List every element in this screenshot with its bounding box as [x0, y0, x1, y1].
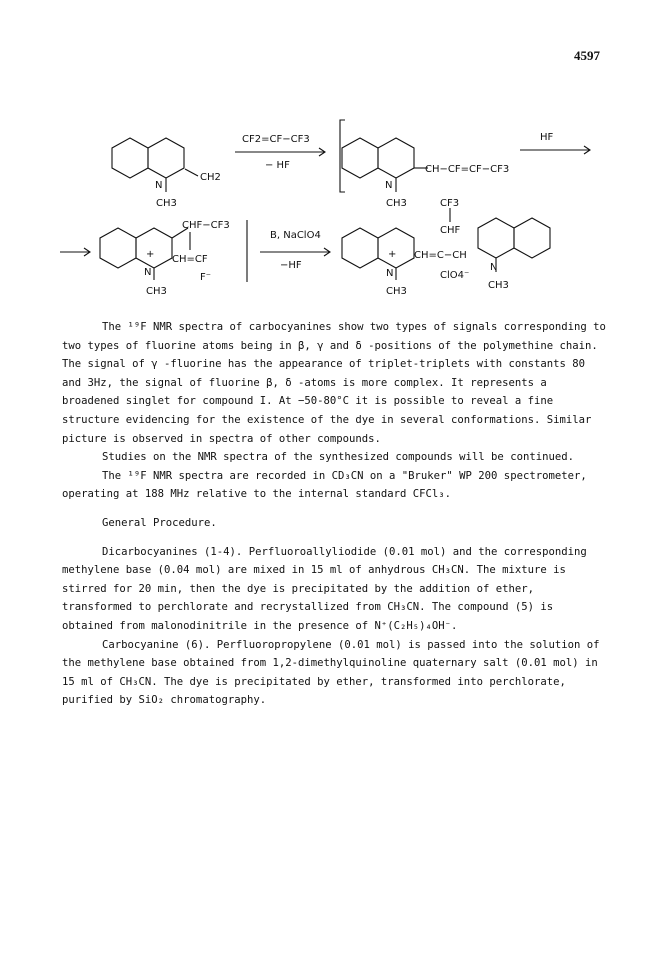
body-text — [62, 318, 610, 710]
paragraph-nmr-signals: The ¹⁹F NMR spectra of carbocyanines show two types of signals corresponding to two types of fluorine atoms being in β, γ and δ -positions of the polymethine chain. The signal of γ -fluorine has the appearance of triplet-triplets with constants 80 and 3Hz, the signal of fluorine β, δ -atoms is more complex. It represents a broadened singlet for compound I. At −50-80°C it is possible to reveal a fine structure evidencing for the existence of the dye in several conformations. Similar picture is observed in spectra of other compounds. — [62, 321, 606, 445]
label-ch3-4: CH3 — [386, 286, 407, 297]
label-n-1: N — [155, 180, 163, 191]
label-plus-2: + — [388, 249, 397, 260]
label-n-5: N — [490, 262, 498, 273]
scheme-labels — [144, 132, 554, 297]
label-ch3-2: CH3 — [386, 198, 407, 209]
label-chf: CHF — [440, 225, 461, 236]
label-ch2: CH2 — [200, 172, 221, 183]
label-ch3-3: CH3 — [146, 286, 167, 297]
intermediate-chain: CH−CF=CF−CF3 — [425, 164, 510, 175]
label-plus-1: + — [146, 249, 155, 260]
paragraph-spectrometer: The ¹⁹F NMR spectra are recorded in CD₃CN on a "Bruker" WP 200 spectrometer, operating at 188 MHz relative to the internal standard CFCl₃. — [62, 469, 587, 501]
label-n-3: N — [144, 267, 152, 278]
reagent1-bottom: − HF — [265, 160, 290, 171]
label-n-2: N — [385, 180, 393, 191]
label-cf3: CF3 — [440, 198, 460, 209]
label-ch3-1: CH3 — [156, 198, 177, 209]
reaction-scheme-svg — [60, 110, 620, 300]
label-n-4: N — [386, 268, 394, 279]
reagent2-top: HF — [540, 132, 554, 143]
label-f-minus: F⁻ — [200, 272, 212, 283]
paragraph-carbocyanine: Carbocyanine (6). Perfluoropropylene (0.01 mol) is passed into the solution of the methylene base obtained from 1,2-dimethylquinoline quaternary salt (0.01 mol) in 15 ml of CH₃CN. The dye is precipitated by ether, transformed into perchlorate, purified by SiO₂ chromatography. — [62, 638, 600, 707]
reagent1-top: CF2=CF−CF3 — [242, 134, 310, 145]
paragraph-dicarbocyanines: Dicarbocyanines (1-4). Perfluoroallyliodide (0.01 mol) and the corresponding methylene base (0.04 mol) are mixed in 15 ml of anhydrous CH₃CN. The mixture is stirred for 20 min, then the dye is precipitated by the addition of ether, transformed to perchlorate and recrystallized from CH₃CN. The compound (5) is obtained from malonodinitrile in the presence of N⁺(C₂H₅)₄OH⁻. — [62, 545, 587, 632]
label-chain-product: CH=C−CH — [414, 250, 467, 261]
reaction-scheme — [60, 110, 620, 300]
page-number: 4597 — [574, 48, 600, 63]
label-ch3-5: CH3 — [488, 280, 509, 291]
reagent3-top: B, NaClO4 — [270, 230, 321, 241]
label-ch-cf: CH=CF — [172, 254, 208, 265]
paragraph-studies: Studies on the NMR spectra of the synthesized compounds will be continued. — [102, 451, 574, 464]
paragraph-general-procedure: General Procedure. — [102, 516, 217, 529]
scheme-structures — [60, 120, 590, 282]
label-chf-cf3: CHF−CF3 — [182, 220, 230, 231]
label-clo4: ClO4⁻ — [440, 270, 470, 281]
reagent3-bottom: −HF — [280, 260, 302, 271]
